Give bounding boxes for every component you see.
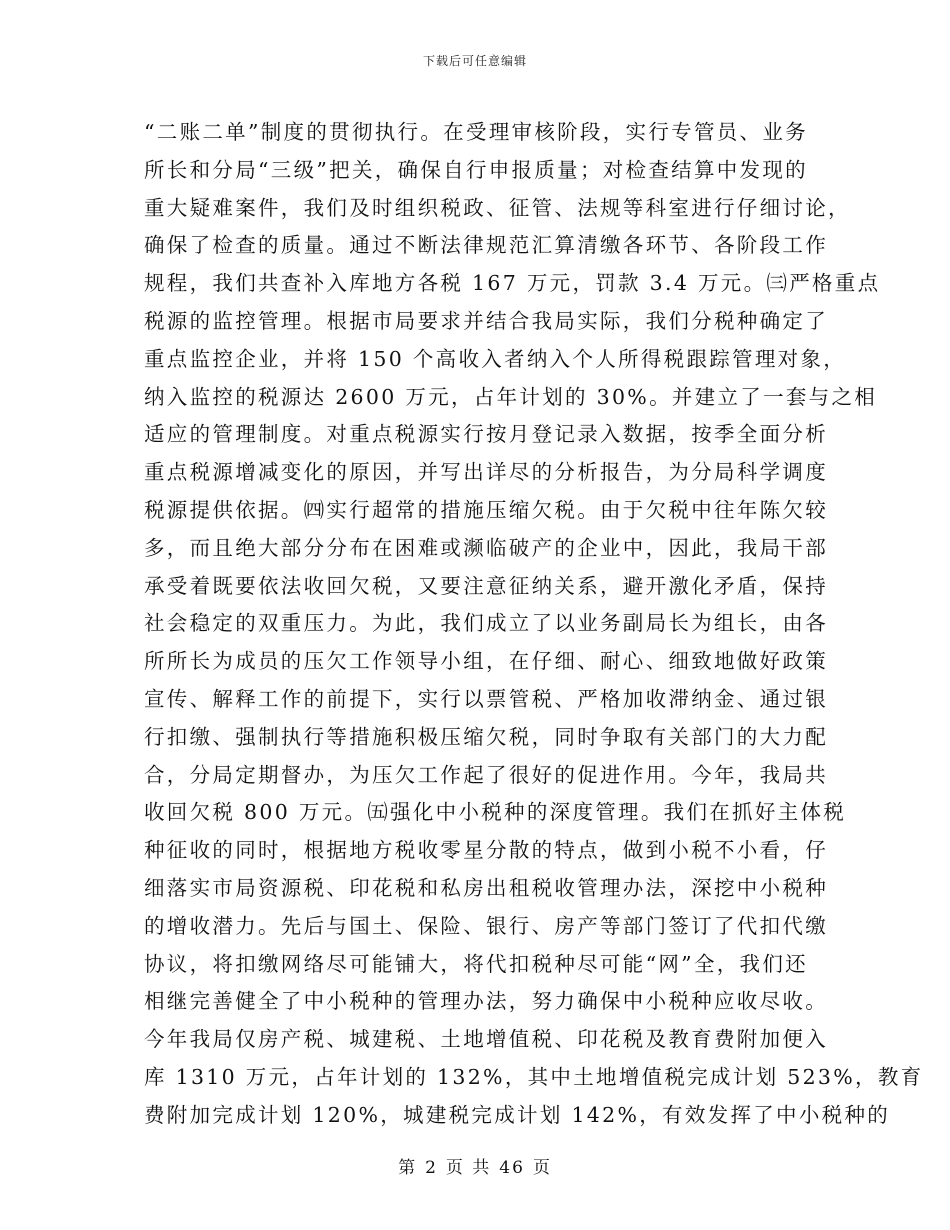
body-line: 库 1310 万元，占年计划的 132%，其中土地增值税完成计划 523%，教育 <box>144 1064 924 1089</box>
body-line: 纳入监控的税源达 2600 万元，占年计划的 30%。并建立了一套与之相 <box>144 384 878 409</box>
page-footer <box>0 1153 950 1178</box>
body-line: 种征收的同时，根据地方税收零星分散的特点，做到小税不小看，仔 <box>144 838 828 863</box>
page-header: 下载后可任意编辑 <box>422 54 527 68</box>
body-line: 收回欠税 800 万元。㈤强化中小税种的深度管理。我们在抓好主体税 <box>144 800 847 825</box>
body-line: 所所长为成员的压欠工作领导小组，在仔细、耐心、细致地做好政策 <box>144 649 828 674</box>
body-line: 重大疑难案件，我们及时组织税政、征管、法规等科室进行仔细讨论， <box>144 195 851 220</box>
footer-prefix: 第 <box>398 1158 418 1178</box>
total-pages-number: 46 <box>499 1158 525 1178</box>
body-line: 规程，我们共查补入库地方各税 167 万元，罚款 3.4 万元。㈢严格重点 <box>144 271 881 296</box>
body-line: 合，分局定期督办，为压欠工作起了很好的促进作用。今年，我局共 <box>144 762 828 787</box>
body-line: 税源提供依据。㈣实行超常的措施压缩欠税。由于欠税中往年陈欠较 <box>144 497 828 522</box>
body-line: 适应的管理制度。对重点税源实行按月登记录入数据，按季全面分析 <box>144 422 828 447</box>
current-page-number: 2 <box>425 1158 438 1178</box>
body-line: 协议，将扣缴网络尽可能铺大，将代扣税种尽可能“网”全，我们还 <box>144 951 808 976</box>
body-line: 行扣缴、强制执行等措施积极压缩欠税，同时争取有关部门的大力配 <box>144 724 828 749</box>
body-line: 细落实市局资源税、印花税和私房出租税收管理办法，深挖中小税种 <box>144 875 828 900</box>
body-line: 承受着既要依法收回欠税，又要注意征纳关系，避开激化矛盾，保持 <box>144 573 828 598</box>
body-line: 的增收潜力。先后与国土、保险、银行、房产等部门签订了代扣代缴 <box>144 913 828 938</box>
body-line: 费附加完成计划 120%，城建税完成计划 142%，有效发挥了中小税种的 <box>144 1102 891 1127</box>
body-line: 宣传、解释工作的前提下，实行以票管税、严格加收滞纳金、通过银 <box>144 686 828 711</box>
body-line: “二账二单”制度的贯彻执行。在受理审核阶段，实行专管员、业务 <box>144 120 808 144</box>
footer-suffix: 页 <box>532 1158 552 1178</box>
body-line: 今年我局仅房产税、城建税、土地增值税、印花税及教育费附加便入 <box>144 1027 828 1052</box>
body-line: 所长和分局“三级”把关，确保自行申报质量；对检查结算中发现的 <box>144 157 808 182</box>
body-line: 重点监控企业，并将 150 个高收入者纳入个人所得税跟踪管理对象， <box>144 346 847 371</box>
body-line: 社会稳定的双重压力。为此，我们成立了以业务副局长为组长，由各 <box>144 611 828 636</box>
body-line: 税源的监控管理。根据市局要求并结合我局实际，我们分税种确定了 <box>144 308 828 333</box>
body-line: 确保了检查的质量。通过不断法律规范汇算清缴各环节、各阶段工作 <box>144 233 828 258</box>
document-body <box>144 114 924 1135</box>
body-line: 重点税源增减变化的原因，并写出详尽的分析报告，为分局科学调度 <box>144 460 828 485</box>
body-line: 多，而且绝大部分分布在困难或濒临破产的企业中，因此，我局干部 <box>144 535 828 560</box>
body-line: 相继完善健全了中小税种的管理办法，努力确保中小税种应收尽收。 <box>144 989 828 1014</box>
footer-middle: 页 共 <box>445 1158 492 1178</box>
